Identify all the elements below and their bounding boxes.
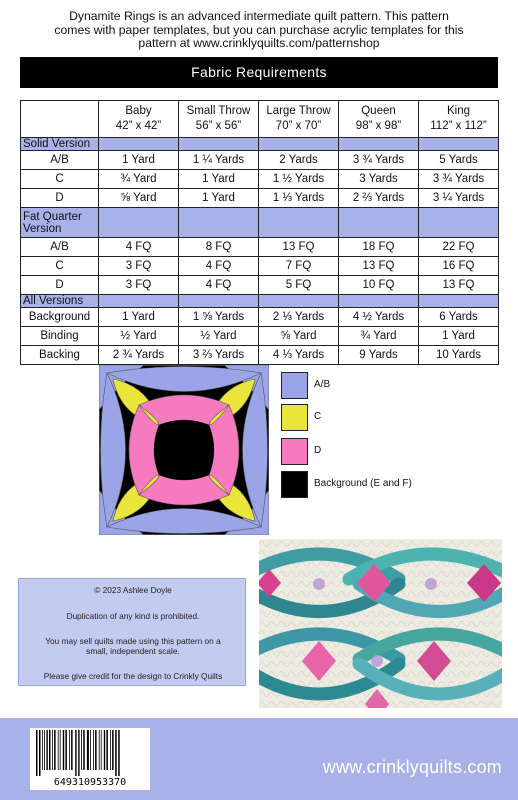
table-cell: 1 ½ Yards: [259, 170, 339, 189]
column-name: King: [446, 105, 471, 117]
credit-line: Duplication of any kind is prohibited.: [66, 611, 200, 621]
column-header: [419, 101, 499, 138]
table-cell: 10 Yards: [419, 346, 499, 365]
table-cell: 16 FQ: [419, 257, 499, 276]
table-cell: 1 ¼ Yards: [179, 151, 259, 170]
table-cell: 13 FQ: [419, 276, 499, 295]
table-cell: 1 ⅓ Yards: [259, 189, 339, 208]
credit-line: You may sell quilts made using this pattern on a: [45, 636, 221, 646]
table-cell: 5 Yards: [419, 151, 499, 170]
column-name: Queen: [361, 105, 396, 117]
table-cell: 4 ⅓ Yards: [259, 346, 339, 365]
intro-line: Dynamite Rings is an advanced intermediate quilt pattern. This pattern: [69, 9, 449, 23]
table-cell: 3 FQ: [99, 257, 179, 276]
legend-swatch: [281, 471, 308, 498]
barcode-number: 649310953370: [53, 777, 127, 788]
table-cell: 10 FQ: [339, 276, 419, 295]
table-cell: 2 Yards: [259, 151, 339, 170]
row-label: Backing: [21, 346, 99, 365]
table-row: [21, 238, 499, 257]
table-cell: 4 ½ Yards: [339, 308, 419, 327]
copyright-box: [18, 578, 246, 686]
table-cell: 1 Yard: [99, 151, 179, 170]
table-row: [21, 170, 499, 189]
section-header-row: [21, 208, 499, 238]
table-cell: 2 ¾ Yards: [99, 346, 179, 365]
barcode-bars: [30, 730, 150, 780]
legend-item: [281, 471, 481, 498]
fabric-requirements-title: Fabric Requirements: [20, 57, 498, 88]
table-cell: 2 ⅔ Yards: [339, 189, 419, 208]
table-cell: ¾ Yard: [99, 170, 179, 189]
column-size: 42” x 42”: [115, 120, 162, 132]
legend-item: [281, 438, 481, 465]
fabric-requirements-table: [20, 100, 499, 365]
column-name: Large Throw: [266, 105, 331, 117]
table-cell: 9 Yards: [339, 346, 419, 365]
table-cell: 1 Yard: [99, 308, 179, 327]
column-header: [339, 101, 419, 138]
table-cell: 3 ¾ Yards: [339, 151, 419, 170]
table-row: [21, 346, 499, 365]
table-cell: ½ Yard: [179, 327, 259, 346]
table-cell: 1 Yard: [419, 327, 499, 346]
table-cell: 4 FQ: [179, 257, 259, 276]
table-cell: 1 ⅝ Yards: [179, 308, 259, 327]
row-label: A/B: [21, 238, 99, 257]
credit-line: Please give credit for the design to Crinkly Quilts: [43, 671, 223, 681]
legend-item: [281, 372, 481, 399]
quilt-block-diagram: [99, 365, 269, 535]
column-size: 70” x 70”: [275, 120, 322, 132]
table-cell: 3 ¾ Yards: [419, 170, 499, 189]
legend-label: A/B: [314, 379, 331, 390]
table-header-row: [21, 101, 499, 138]
table-cell: 1 Yard: [179, 170, 259, 189]
row-label: Binding: [21, 327, 99, 346]
table-cell: 3 FQ: [99, 276, 179, 295]
table-cell: 6 Yards: [419, 308, 499, 327]
legend-swatch: [281, 438, 308, 465]
legend-swatch: [281, 372, 308, 399]
table-row: [21, 327, 499, 346]
row-label: Background: [21, 308, 99, 327]
row-label: A/B: [21, 151, 99, 170]
intro-text: [20, 10, 498, 51]
section-label: All Versions: [21, 295, 99, 308]
section-header-row: [21, 138, 499, 151]
website-url[interactable]: www.crinklyquilts.com: [322, 757, 502, 777]
column-name: Small Throw: [186, 105, 251, 117]
table-corner-cell: [21, 101, 99, 138]
legend-item: [281, 404, 481, 431]
legend-label: C: [314, 411, 322, 422]
table-cell: 5 FQ: [259, 276, 339, 295]
table-cell: 4 FQ: [99, 238, 179, 257]
row-label: D: [21, 276, 99, 295]
table-cell: 18 FQ: [339, 238, 419, 257]
legend-swatch: [281, 404, 308, 431]
table-cell: 8 FQ: [179, 238, 259, 257]
credit-line: small, independent scale.: [86, 646, 180, 656]
row-label: D: [21, 189, 99, 208]
column-size: 112” x 112”: [430, 120, 487, 132]
table-cell: 13 FQ: [339, 257, 419, 276]
table-row: [21, 257, 499, 276]
table-cell: 2 ⅓ Yards: [259, 308, 339, 327]
table-cell: ½ Yard: [99, 327, 179, 346]
table-cell: 13 FQ: [259, 238, 339, 257]
block-center: [154, 420, 214, 480]
legend-label: Background (E and F): [314, 478, 412, 489]
table-cell: 1 Yard: [179, 189, 259, 208]
table-cell: 22 FQ: [419, 238, 499, 257]
section-header-row: [21, 295, 499, 308]
table-row: [21, 276, 499, 295]
section-label: Fat Quarter Version: [21, 208, 99, 238]
column-size: 98” x 98”: [355, 120, 402, 132]
quilt-photo: [259, 539, 502, 708]
section-label: Solid Version: [21, 138, 99, 151]
row-label: C: [21, 170, 99, 189]
table-row: [21, 189, 499, 208]
table-cell: 7 FQ: [259, 257, 339, 276]
table-row: [21, 151, 499, 170]
intro-line: comes with paper templates, but you can purchase acrylic templates for this: [54, 22, 464, 37]
table-cell: 4 FQ: [179, 276, 259, 295]
table-row: [21, 308, 499, 327]
column-name: Baby: [125, 105, 152, 117]
barcode: [30, 728, 150, 790]
row-label: C: [21, 257, 99, 276]
table-cell: 3 ⅔ Yards: [179, 346, 259, 365]
column-size: 56” x 56”: [195, 120, 242, 132]
intro-line: pattern at www.crinklyquilts.com/patternshop: [138, 36, 380, 51]
column-header: [99, 101, 179, 138]
table-cell: 3 Yards: [339, 170, 419, 189]
table-cell: ⅝ Yard: [99, 189, 179, 208]
column-header: [259, 101, 339, 138]
table-cell: ⅝ Yard: [259, 327, 339, 346]
table-cell: 3 ¼ Yards: [419, 189, 499, 208]
column-header: [179, 101, 259, 138]
copyright-line: © 2023 Ashlee Doyle: [94, 585, 172, 595]
legend-label: D: [314, 445, 322, 456]
table-cell: ¾ Yard: [339, 327, 419, 346]
